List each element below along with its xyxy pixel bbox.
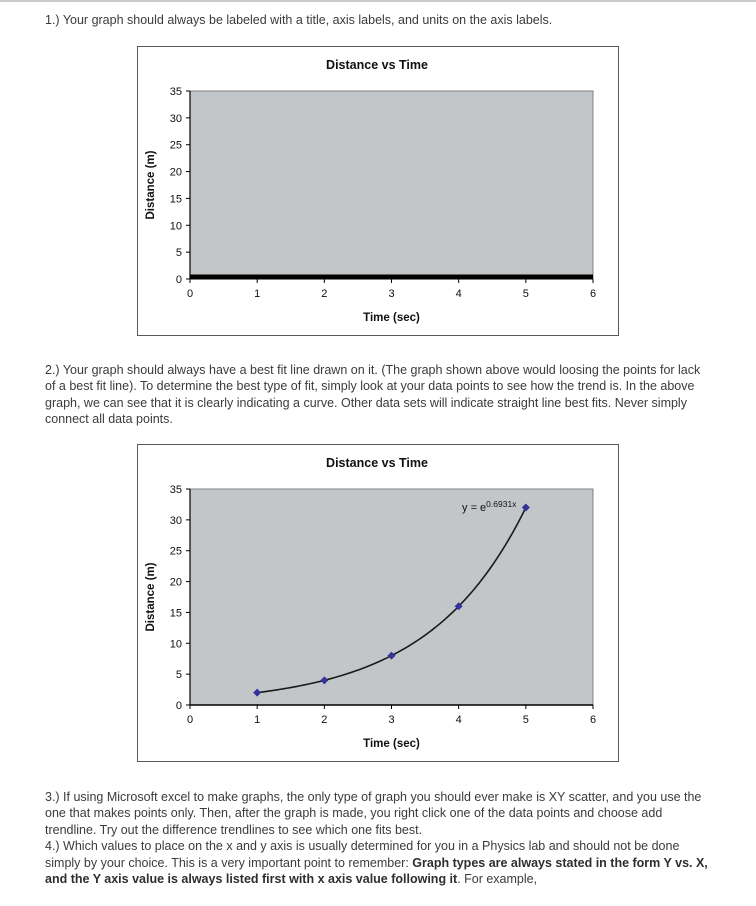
plot-area — [190, 91, 593, 279]
y-tick-label: 0 — [175, 273, 182, 286]
x-tick-label: 0 — [186, 713, 194, 726]
x-tick-label: 6 — [589, 287, 597, 300]
x-tick-label: 6 — [589, 713, 597, 726]
x-tick-label: 2 — [321, 713, 328, 726]
paragraph-1: 1.) Your graph should always be labeled with a title, axis labels, and units on the axis labels. — [45, 13, 553, 27]
x-tick-label: 3 — [388, 713, 395, 726]
y-axis-label: Distance (m) — [145, 149, 157, 220]
paragraph-4-text-start: 4.) Which values to place on the x and y axis is usually determined for you in a Physics lab and should not be done simply by your choice. This is a very important point to remember: — [45, 839, 680, 870]
chart-title: Distance vs Time — [326, 455, 428, 470]
paragraph-4 — [45, 838, 711, 888]
chart-bestfit-distance-vs-time — [137, 444, 619, 762]
chart-svg-2 — [138, 445, 616, 761]
x-tick-label: 1 — [254, 287, 261, 300]
x-tick-label: 4 — [455, 713, 462, 726]
x-tick-label: 3 — [388, 287, 395, 300]
paragraph-3: 3.) If using Microsoft excel to make graphs, the only type of graph you should ever make is XY scatter, and you use the one that makes points only. Then, after the graph is made, you right click one of the data points and choose add trendline. Try out the difference trendlines to see which one fits best. — [45, 789, 702, 837]
y-tick-label: 25 — [169, 139, 182, 152]
x-tick-label: 4 — [455, 287, 462, 300]
chart-empty-distance-vs-time — [137, 46, 619, 336]
x-axis-label: Time (sec) — [363, 311, 420, 324]
y-tick-label: 30 — [169, 112, 182, 125]
x-tick-label: 1 — [254, 713, 261, 726]
y-tick-label: 20 — [169, 166, 182, 179]
x-tick-label: 5 — [522, 713, 529, 726]
y-axis-label: Distance (m) — [145, 561, 157, 632]
y-tick-label: 15 — [169, 606, 182, 619]
trendline-equation: $y = e^{0.6931x}$ — [462, 498, 517, 514]
plot-area — [190, 489, 593, 705]
chart-svg-1 — [138, 47, 616, 335]
y-tick-label: 0 — [175, 699, 182, 712]
paragraph-4-text-end: . For example, — [457, 872, 538, 886]
paragraph-2: 2.) Your graph should always have a best fit line drawn on it. (The graph shown above would loosing the points for lack of a best fit line). To determine the best type of fit, simply look at your data points to see how the trend is. In the above graph, we can see that it is clearly indicating a curve. Other data sets will indicate straight line best fits. Never simply connect all data points. — [45, 362, 701, 426]
y-tick-label: 5 — [175, 668, 182, 681]
y-tick-label: 5 — [175, 246, 182, 259]
y-tick-label: 30 — [169, 514, 182, 527]
x-axis-label: Time (sec) — [363, 737, 420, 750]
y-tick-label: 20 — [169, 576, 182, 589]
y-tick-label: 10 — [169, 219, 182, 232]
y-tick-label: 15 — [169, 192, 182, 205]
y-tick-label: 35 — [169, 483, 182, 496]
y-tick-label: 25 — [169, 545, 182, 558]
y-tick-label: 10 — [169, 637, 182, 650]
x-tick-label: 5 — [522, 287, 529, 300]
paragraph-4-bold-text: Graph types are always stated in the form Y vs. X, and the Y axis value is always listed first with x axis value following it — [45, 855, 708, 886]
chart-title: Distance vs Time — [326, 57, 428, 72]
y-tick-label: 35 — [169, 85, 182, 98]
x-tick-label: 0 — [186, 287, 194, 300]
x-tick-label: 2 — [321, 287, 328, 300]
